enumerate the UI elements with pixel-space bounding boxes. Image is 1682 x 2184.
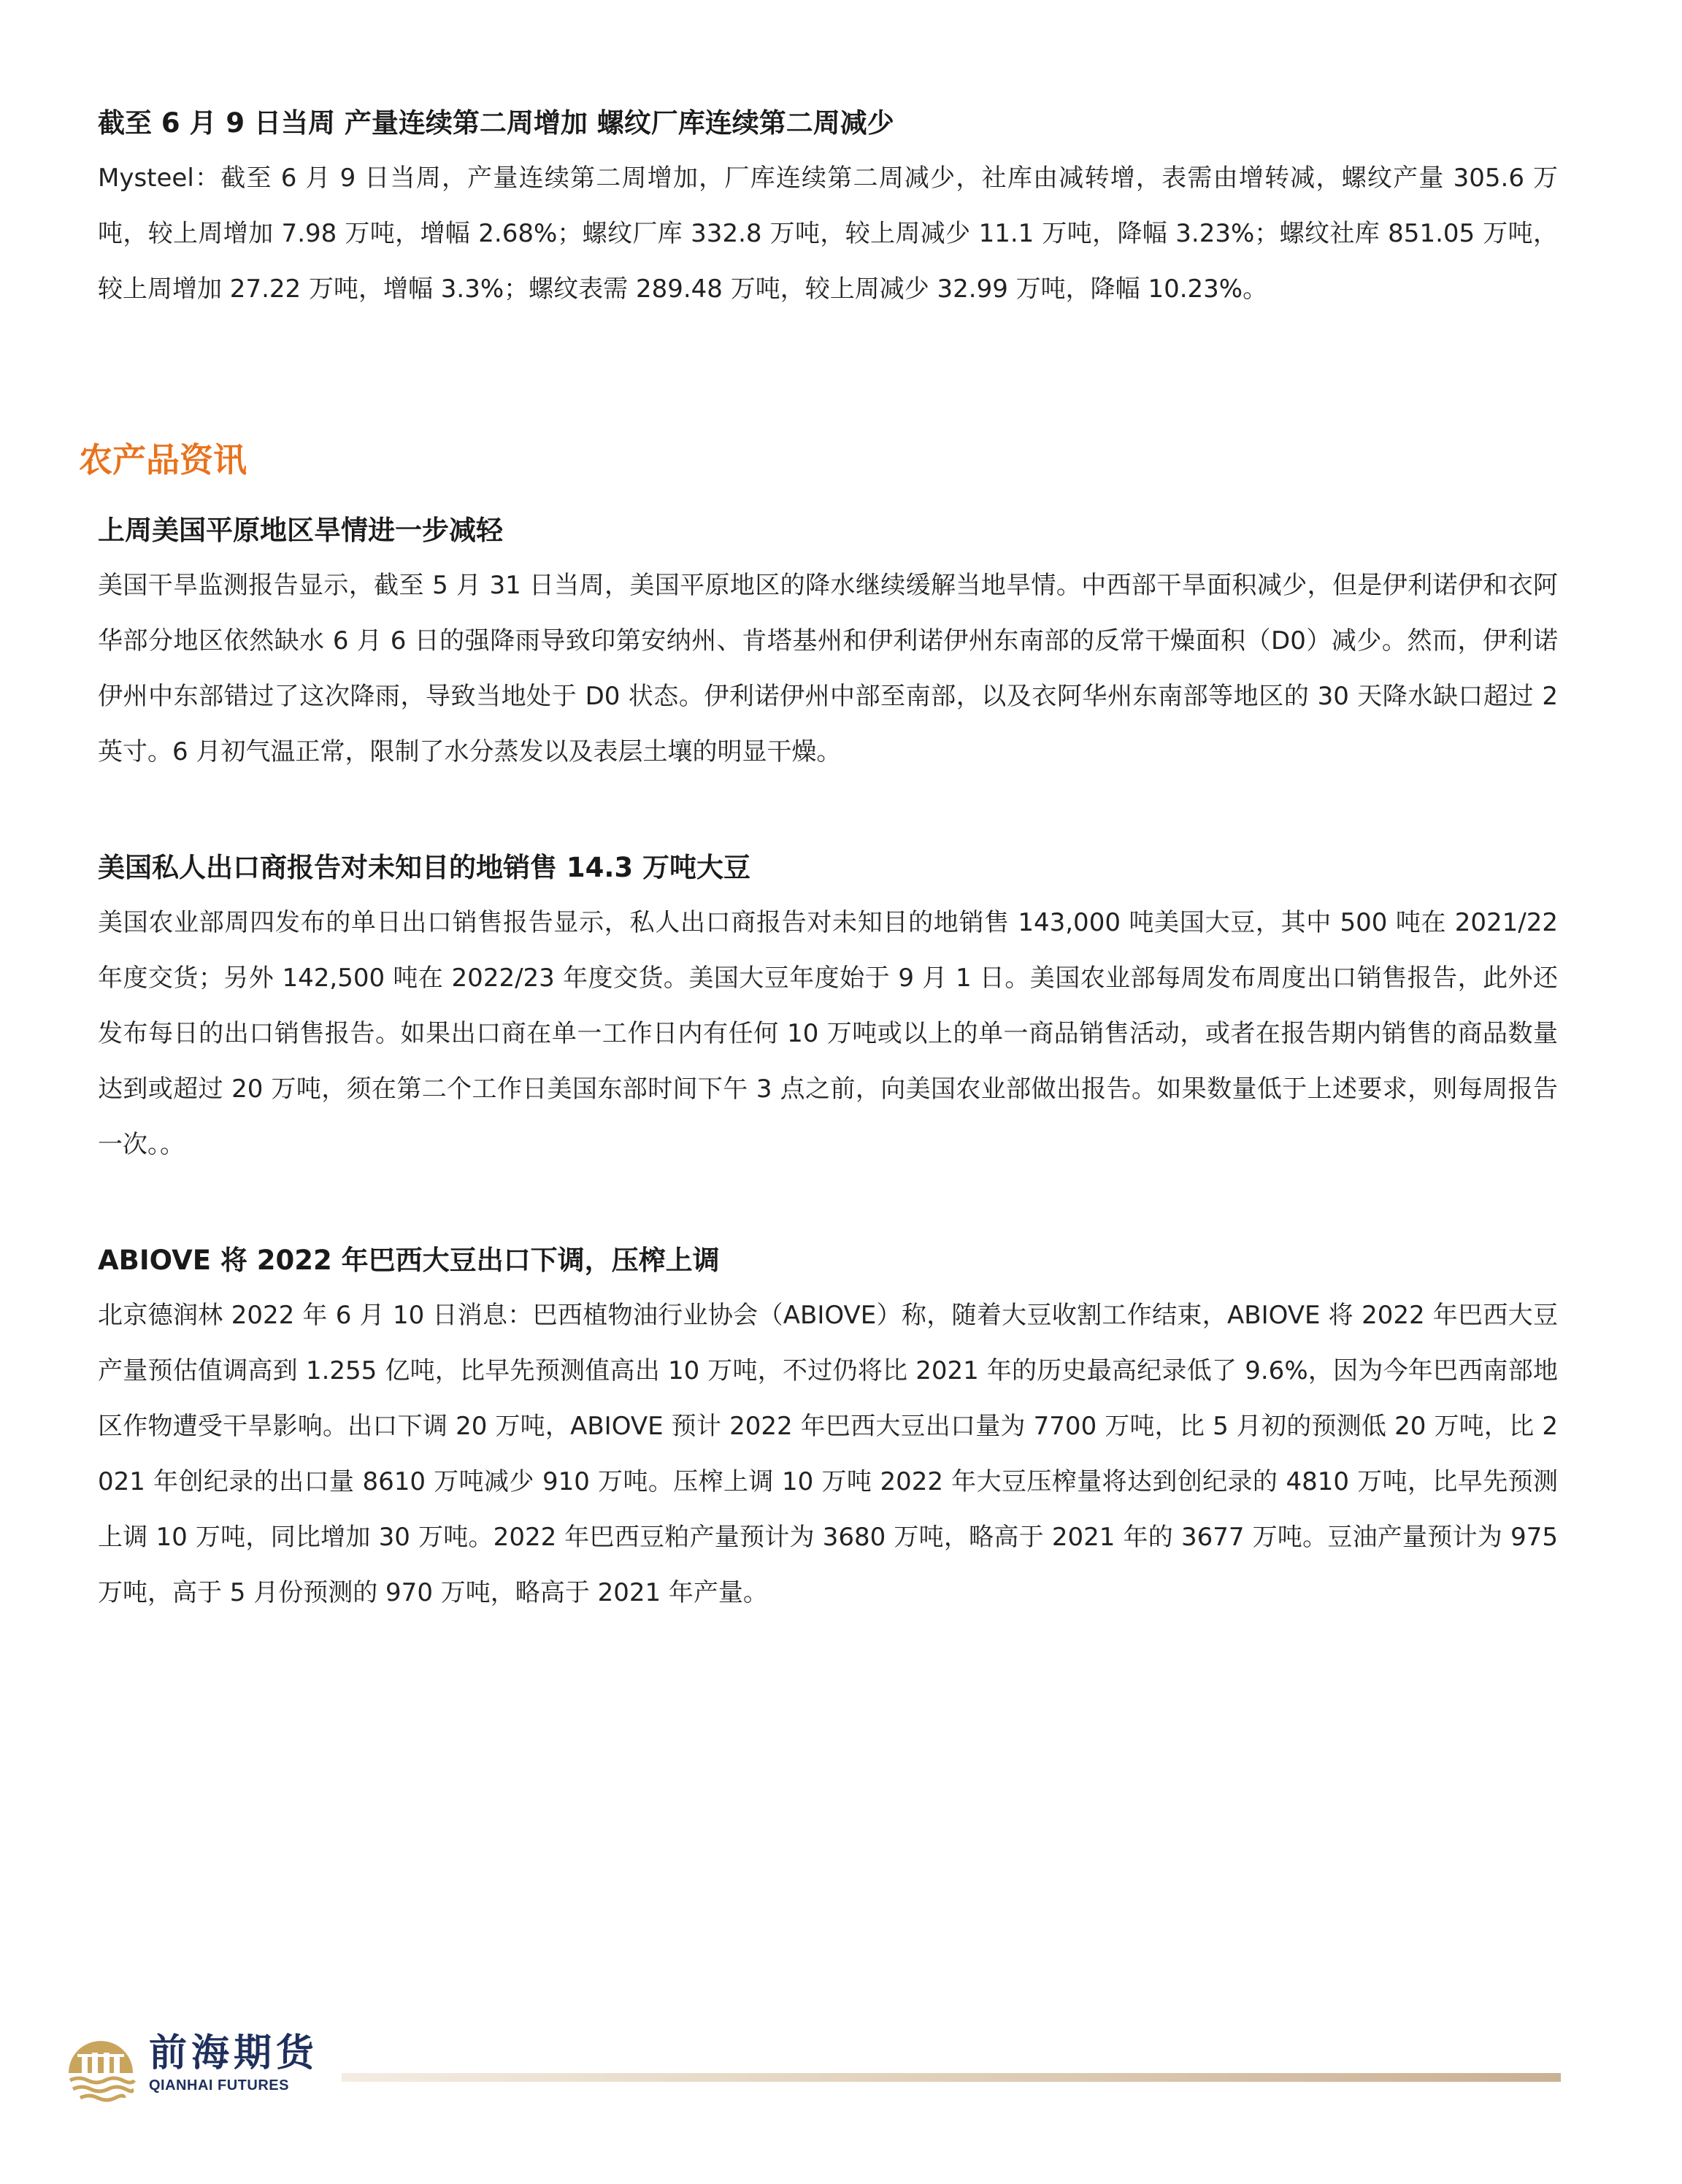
footer-divider xyxy=(342,2073,1561,2082)
article-soy-export-sale-title: 美国私人出口商报告对未知目的地销售 14.3 万吨大豆 xyxy=(98,852,751,883)
article-drought-title: 上周美国平原地区旱情进一步减轻 xyxy=(98,515,503,546)
qianhai-logo-text xyxy=(149,2031,318,2095)
logo-english-name: QIANHAI FUTURES xyxy=(149,2077,289,2093)
article-drought-body: 美国干旱监测报告显示，截至 5 月 31 日当周，美国平原地区的降水继续缓解当地旱情。中西部干旱面积减少，但是伊利诺伊和衣阿华部分地区依然缺水 6 月 6 日的强降雨导致印第安纳州、肯塔基州和伊利诺伊州东南部的反常干燥面积（D0）减少。然而，伊利诺伊州中东部错过了这次降雨，导致当地处于 D0 状态。伊利诺伊州中部至南部，以及衣阿华州东南部等地区的 30 天降水缺口超过 2 英寸。6 月初气温正常，限制了水分蒸发以及表层土壤的明显干燥。 xyxy=(98,571,1558,766)
article-abiove-body: 北京德润林 2022 年 6 月 10 日消息：巴西植物油行业协会（ABIOVE）称，随着大豆收割工作结束，ABIOVE 将 2022 年巴西大豆产量预估值调高到 1.255 亿吨，比早先预测值高出 10 万吨，不过仍将比 2021 年的历史最高纪录低了 9.6%，因为今年巴西南部地区作物遭受干旱影响。出口下调 20 万吨，ABIOVE 预计 2022 年巴西大豆出口量为 7700 万吨，比 5 月初的预测低 20 万吨，比 2021 年创纪录的出口量 8610 万吨减少 910 万吨。压榨上调 10 万吨 2022 年大豆压榨量将达到创纪录的 4810 万吨，比早先预测上调 10 万吨，同比增加 30 万吨。2022 年巴西豆粕产量预计为 3680 万吨，略高于 2021 年的 3677 万吨。豆油产量预计为 975 万吨，高于 5 月份预测的 970 万吨，略高于 2021 年产量。 xyxy=(98,1301,1558,1607)
logo-chinese-name: 前海期货 xyxy=(149,2031,319,2075)
qianhai-logo-emblem-icon xyxy=(64,2031,137,2104)
page-footer xyxy=(64,2028,1561,2108)
article-soy-export-sale-body: 美国农业部周四发布的单日出口销售报告显示，私人出口商报告对未知目的地销售 143,000 吨美国大豆，其中 500 吨在 2021/22 年度交货；另外 142,500 吨在 2022/23 年度交货。美国大豆年度始于 9 月 1 日。美国农业部每周发布周度出口销售报告，此外还发布每日的出口销售报告。如果出口商在单一工作日内有任何 10 万吨或以上的单一商品销售活动，或者在报告期内销售的商品数量达到或超过 20 万吨，须在第二个工作日美国东部时间下午 3 点之前，向美国农业部做出报告。如果数量低于上述要求，则每周报告一次。。 xyxy=(98,908,1558,1159)
section-heading-agriculture: 农产品资讯 xyxy=(79,440,247,480)
article-soy-export-sale xyxy=(98,850,1558,1172)
article-steel xyxy=(98,105,1558,317)
article-steel-body: Mysteel：截至 6 月 9 日当周，产量连续第二周增加，厂库连续第二周减少，社库由减转增，表需由增转减，螺纹产量 305.6 万吨，较上周增加 7.98 万吨，增幅 2.68%；螺纹厂库 332.8 万吨，较上周减少 11.1 万吨，降幅 3.23%；螺纹社库 851.05 万吨，较上周增加 27.22 万吨，增幅 3.3%；螺纹表需 289.48 万吨，较上周减少 32.99 万吨，降幅 10.23%。 xyxy=(98,164,1558,304)
article-abiove-title: ABIOVE 将 2022 年巴西大豆出口下调，压榨上调 xyxy=(98,1245,720,1276)
article-steel-title: 截至 6 月 9 日当周 产量连续第二周增加 螺纹厂库连续第二周减少 xyxy=(98,107,894,139)
article-drought xyxy=(98,512,1558,780)
article-abiove xyxy=(98,1242,1558,1620)
